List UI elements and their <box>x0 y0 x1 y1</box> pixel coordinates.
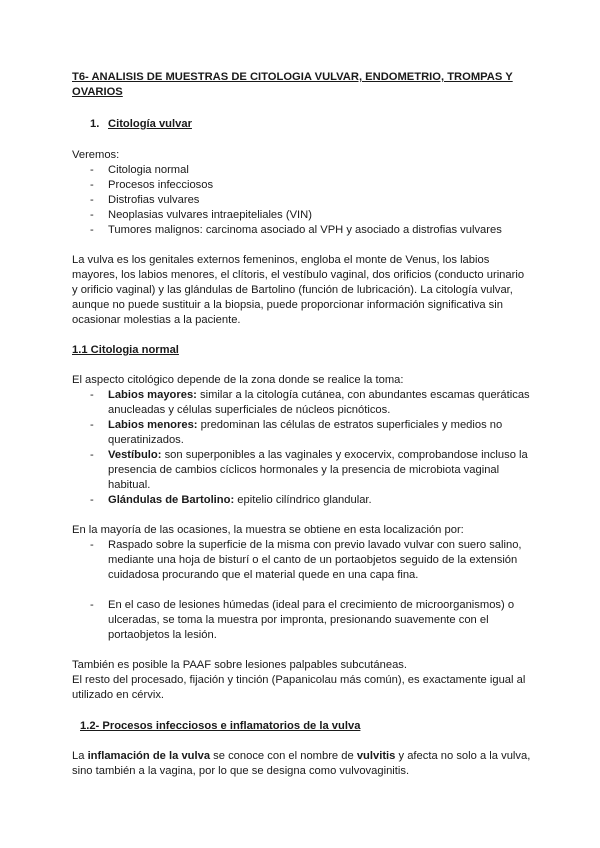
list-item: - Distrofias vulvares <box>72 193 532 208</box>
term: Vestíbulo: <box>108 449 162 461</box>
section-heading-procesos-infecciosos: 1.2- Procesos infecciosos e inflamatorios de la vulva <box>80 720 361 732</box>
sampling-intro: En la mayoría de las ocasiones, la muestra se obtiene en esta localización por: <box>72 524 464 536</box>
list-item: - Procesos infecciosos <box>72 178 532 193</box>
list-item: - En el caso de lesiones húmedas (ideal para el crecimiento de microorganismos) o ulceradas, se toma la muestra por impronta, presionando suavemente con el portaobjetos la lesión. <box>72 598 532 643</box>
section-title: Citología vulvar <box>108 118 192 130</box>
bold-term: inflamación de la vulva <box>87 750 211 762</box>
list-item: - Tumores malignos: carcinoma asociado al VPH y asociado a distrofias vulvares <box>72 223 532 238</box>
veremos-list <box>72 163 532 238</box>
description: predominan las células de estratos superficiales y medios no queratinizados. <box>108 419 503 446</box>
description: epitelio cilíndrico glandular. <box>234 494 372 506</box>
vulvitis-paragraph <box>72 749 532 779</box>
processing-line: El resto del procesado, fijación y tinción (Papanicolau más común), es exactamente igual al utilizado en cérvix. <box>72 674 526 701</box>
text-run: y afecta no solo a la vulva, sino también a la vagina, por lo que se designa como vulvovaginitis. <box>72 750 531 777</box>
description: son superponibles a las vaginales y exocervix, comprobandose incluso la presencia de cambios cíclicos hormonales y la presencia de microbiota vaginal habitual. <box>108 449 528 491</box>
vulva-paragraph: La vulva es los genitales externos femeninos, engloba el monte de Venus, los labios mayores, los labios menores, el clítoris, el vestíbulo vaginal, dos orificios (conducto urinario y orificio vaginal) y las glándulas de Bartolino (función de lubricación). La citología vulvar, aunque no puede sustituir a la biopsia, puede proporcionar información significativa sin ocasionar molestias a la paciente. <box>72 254 525 326</box>
list-item: - Raspado sobre la superficie de la misma con previo lavado vulvar con suero salino, mediante una hoja de bisturí o el canto de un portaobjetos seguido de la extensión cuidadosa procurando que el material quede en una capa fina. <box>72 538 532 583</box>
document-body <box>72 70 532 779</box>
list-item: - Citologia normal <box>72 163 532 178</box>
bold-term: vulvitis <box>356 750 396 762</box>
list-item <box>72 418 532 448</box>
list-item: - Neoplasias vulvares intraepiteliales (VIN) <box>72 208 532 223</box>
document-title: T6- ANALISIS DE MUESTRAS DE CITOLOGIA VULVAR, ENDOMETRIO, TROMPAS Y OVARIOS <box>72 71 513 98</box>
term: Labios menores: <box>108 419 198 431</box>
section-heading-citologia-normal: 1.1 Citologia normal <box>72 344 179 356</box>
list-item <box>72 448 532 493</box>
paaf-line: También es posible la PAAF sobre lesiones palpables subcutáneas. <box>72 659 407 671</box>
section-heading-citologia-vulvar <box>90 117 532 132</box>
term: Labios mayores: <box>108 389 197 401</box>
list-item <box>72 493 532 508</box>
zona-list <box>72 388 532 508</box>
description: similar a la citología cutánea, con abundantes escamas queráticas anucleadas y células superficiales de núcleos picnóticos. <box>108 389 530 416</box>
sampling-list <box>72 538 532 643</box>
text-run: La <box>72 750 88 762</box>
text-run: se conoce con el nombre de <box>210 750 357 762</box>
term: Glándulas de Bartolino: <box>108 494 235 506</box>
list-item <box>72 388 532 418</box>
veremos-label: Veremos: <box>72 149 120 161</box>
toma-intro: El aspecto citológico depende de la zona donde se realice la toma: <box>72 374 404 386</box>
section-number: 1. <box>90 118 100 130</box>
